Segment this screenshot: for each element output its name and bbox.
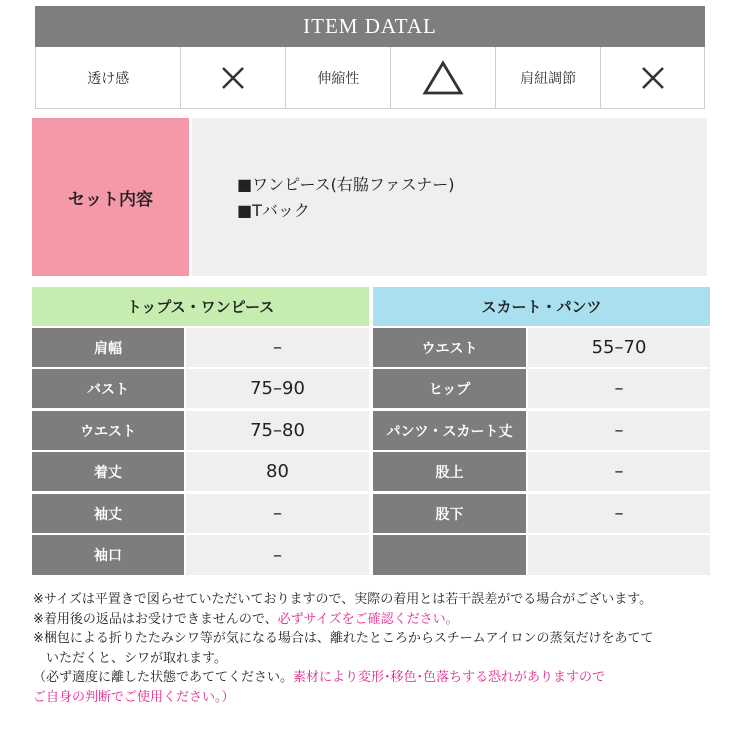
attr-label-transparency: 透け感 [36,47,181,108]
bottoms-row-label: 股上 [373,452,526,491]
tops-row-value: 75–80 [186,411,369,450]
bottoms-row-value: – [528,369,710,408]
set-contents-body [192,118,707,276]
set-contents-label: セット内容 [32,118,189,276]
tops-row-label: バスト [32,369,184,408]
tops-row-value: – [186,328,369,367]
tops-row-label: ウエスト [32,411,184,450]
bottoms-row-value-empty [528,535,710,575]
bottoms-row-label: ヒップ [373,369,526,408]
bottoms-row-label-empty [373,535,526,575]
tops-row-label: 肩幅 [32,328,184,367]
bottoms-row-label: パンツ・スカート丈 [373,411,526,450]
tops-row-value: 75–90 [186,369,369,408]
cross-icon [601,47,704,108]
note-line: ※梱包による折りたたみシワ等が気になる場合は、離れたところからスチームアイロンの蒸気だけをあてて [33,631,654,646]
note-line [33,668,723,688]
notes [33,590,723,707]
bottoms-row-value: – [528,411,710,450]
bottoms-row-label: ウエスト [373,328,526,367]
tops-row-value: – [186,494,369,533]
note-text: （必ず適度に離した状態であててください。 [33,670,294,685]
attr-label-strap-adjust: 肩紐調節 [496,47,601,108]
note-emphasis: 素材により変形･移色･色落ちする恐れがありますので [293,670,606,685]
note-emphasis: 必ずサイズをご確認ください。 [277,611,459,627]
set-item: ■Tバック [237,201,310,220]
bottoms-row-label: 股下 [373,494,526,533]
tops-row-label: 袖口 [32,535,184,575]
tops-table-header: トップス・ワンピース [32,287,369,326]
cross-icon [181,47,286,108]
set-item: ■ワンピース(右脇ファスナー) [237,175,455,194]
bottoms-row-value: 55–70 [528,328,710,367]
tops-row-label: 袖丈 [32,494,184,533]
tops-row-label: 着丈 [32,452,184,491]
tops-row-value: – [186,535,369,575]
note-line: ご自身の判断でご使用ください。） [33,689,235,705]
triangle-icon [391,47,496,108]
note-text: ※着用後の返品はお受けできませんので、 [33,611,278,627]
note-line: ※サイズは平置きで図らせていただいておりますので、実際の着用とは若干誤差がでる場合がございます。 [33,592,653,607]
note-line [33,610,723,630]
bottoms-table-header: スカート・パンツ [373,287,710,326]
tops-row-value: 80 [186,452,369,491]
item-detail-title: ITEM DATAL [35,6,705,47]
attr-label-stretch: 伸縮性 [286,47,391,108]
bottoms-row-value: – [528,452,710,491]
attribute-row [35,47,705,109]
bottoms-row-value: – [528,494,710,533]
note-line: いただくと、シワが取れます。 [33,650,227,666]
